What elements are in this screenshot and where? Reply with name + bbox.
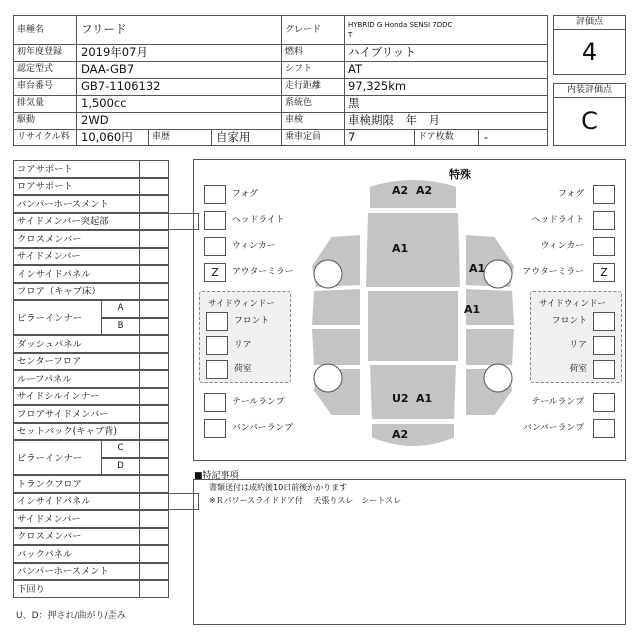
frame-check-box [139, 318, 169, 336]
left-window-front-label: フロント [234, 316, 270, 326]
right-winker-box [593, 237, 615, 256]
displacement-value: 1,500cc [81, 96, 127, 110]
interior-score-label: 内装評価点 [554, 84, 625, 98]
right-slide-door [465, 328, 515, 366]
model-label: 車種名 [17, 25, 45, 35]
chassis-label: 車台番号 [17, 81, 54, 91]
left-fog-label: フォグ [232, 189, 258, 199]
frame-part-label: ルーフパネル [17, 373, 72, 385]
mileage-value: 97,325km [348, 79, 407, 93]
right-window-rear-label: リア [569, 340, 587, 350]
chassis-value: GB7-1106132 [81, 79, 161, 93]
left-headlight-label: ヘッドライト [232, 215, 285, 225]
color-label: 系統色 [285, 98, 313, 108]
right-window-cargo-label: 荷室 [569, 364, 587, 374]
grade-label: グレード [285, 25, 322, 35]
recycle-label: リサイクル料 [17, 132, 70, 142]
frame-row [13, 283, 187, 301]
notes-box [193, 479, 626, 625]
interior-score-value: C [581, 107, 598, 135]
frame-row [13, 195, 187, 213]
frame-row [13, 563, 187, 581]
right-rear-wheel [484, 364, 512, 392]
left-bumper-lamp-label: バンパーランプ [232, 423, 293, 433]
grade-value-2: T [348, 31, 353, 39]
frame-row [13, 440, 187, 475]
frame-check-box [139, 458, 169, 476]
grade-value: HYBRID G Honda SENSI 7DDC [348, 21, 453, 29]
frame-row [13, 178, 187, 196]
frame-part-label: サイドメンバー [17, 251, 81, 263]
frame-part-label: インサイドパネル [17, 496, 91, 508]
score-box [553, 15, 626, 75]
frame-part-label: バンパーホースメント [17, 198, 109, 210]
interior-score-box [553, 83, 626, 146]
frame-row [13, 580, 187, 598]
frame-check-box [139, 353, 169, 371]
left-fog-box [204, 185, 226, 204]
frame-check-box [139, 528, 169, 546]
frame-check-box [139, 423, 169, 441]
frame-check-box [139, 335, 169, 353]
frame-check-box [139, 510, 169, 528]
displacement-label: 排気量 [17, 98, 45, 108]
right-window-front-box [593, 312, 615, 331]
left-side-window-title: サイドウィンドー [208, 299, 275, 309]
car-diagram [291, 176, 535, 460]
frame-part-label: クロスメンバー [17, 531, 82, 543]
frame-check-box [139, 370, 169, 388]
right-window-cargo-box [593, 360, 615, 379]
frame-row [13, 510, 187, 528]
right-headlight-box [593, 211, 615, 230]
frame-part-label: トランクフロア [17, 478, 82, 490]
frame-part-label: 下回り [17, 583, 45, 595]
left-window-cargo-label: 荷室 [234, 364, 252, 374]
frame-row [13, 248, 187, 266]
diagram-title: 特殊 [449, 168, 471, 181]
left-winker-box [204, 237, 226, 256]
right-bumper-lamp-label: バンパーランプ [523, 423, 584, 433]
left-front-door [311, 288, 361, 326]
frame-row [13, 335, 187, 353]
left-headlight-box [204, 211, 226, 230]
score-value: 4 [581, 38, 598, 66]
frame-part-label: ピラーインナー [17, 452, 83, 464]
damage-diagram [193, 159, 626, 461]
first-reg-value: 2019年07月 [81, 45, 148, 59]
mark-right-door: A1 [464, 303, 481, 316]
left-rear-wheel [314, 364, 342, 392]
left-bumper-lamp-box [204, 419, 226, 438]
history-label: 車歴 [152, 132, 171, 142]
left-front-wheel [314, 260, 342, 288]
mark-rear-bumper: A2 [392, 428, 409, 441]
inspection-value: 車検期限 年 月 [348, 113, 440, 127]
right-mirror-box: Z [593, 263, 615, 282]
frame-row [13, 423, 187, 441]
notes-title: ■特記事項 [194, 471, 239, 481]
hood-panel [365, 212, 461, 288]
left-tail-lamp-box [204, 393, 226, 412]
left-side-window-group [199, 291, 291, 383]
mark-rear-left: U2 [392, 392, 409, 405]
frame-row [13, 160, 187, 178]
frame-check-box [139, 213, 169, 231]
frame-part-label: ロアサポート [17, 181, 73, 193]
right-tail-lamp-label: テールランプ [531, 397, 584, 407]
left-winker-label: ウィンカー [232, 241, 276, 251]
model-value: フリード [81, 22, 127, 36]
frame-row [13, 475, 187, 493]
left-window-rear-label: リア [234, 340, 252, 350]
frame-row [13, 528, 187, 546]
frame-check-box [139, 580, 169, 598]
left-slide-door [311, 328, 361, 366]
frame-part-label: クロスメンバー [17, 233, 82, 245]
left-tail-lamp-label: テールランプ [232, 397, 285, 407]
frame-check-box [139, 475, 169, 493]
mileage-label: 走行距離 [285, 81, 322, 91]
history-value: 自家用 [216, 130, 251, 144]
frame-part-label: サイドメンバー突起部 [17, 216, 109, 228]
inspection-label: 車検 [285, 115, 304, 125]
right-mirror-label: アウターミラー [522, 267, 584, 277]
frame-check-box [139, 405, 169, 423]
frame-check-box [139, 178, 169, 196]
right-side-window-title: サイドウィンドー [539, 299, 606, 309]
frame-check-box [139, 160, 169, 178]
score-label: 評価点 [554, 16, 625, 30]
frame-row [13, 213, 187, 231]
mark-rear-right: A1 [416, 392, 433, 405]
left-mirror-label: アウターミラー [232, 267, 294, 277]
fuel-value: ハイブリット [348, 45, 416, 59]
drive-label: 駆動 [17, 115, 36, 125]
frame-check-box [139, 283, 169, 301]
frame-part-label: サイドメンバー [17, 513, 81, 525]
mark-hood: A1 [392, 242, 409, 255]
frame-part-label: インサイドパネル [17, 268, 91, 280]
doors-label: ドア枚数 [418, 132, 454, 142]
frame-part-label: センターフロア [17, 356, 82, 368]
right-fog-box [593, 185, 615, 204]
recycle-value: 10,060円 [81, 130, 133, 144]
right-tail-lamp-box [593, 393, 615, 412]
frame-row [13, 545, 187, 563]
frame-row [13, 405, 187, 423]
right-window-rear-box [593, 336, 615, 355]
frame-part-label: セットバック(キャブ背) [17, 426, 118, 438]
right-side-window-group [530, 291, 622, 383]
frame-check-box [139, 248, 169, 266]
right-winker-label: ウィンカー [540, 241, 584, 251]
frame-part-label: サイドシルインナー [17, 391, 100, 403]
frame-row [13, 300, 187, 335]
shift-label: シフト [285, 64, 313, 74]
frame-part-label: バックパネル [17, 548, 73, 560]
mark-right-fender: A1 [469, 262, 486, 275]
right-headlight-label: ヘッドライト [531, 215, 584, 225]
frame-check-box [139, 563, 169, 581]
frame-part-label: ピラーインナー [17, 312, 83, 324]
frame-check-box [139, 195, 169, 213]
frame-part-label: コアサポート [17, 163, 73, 175]
notes-line-1: 書類送付は成約後10日前後かかります [209, 483, 348, 492]
frame-check-box [139, 230, 169, 248]
frame-check-box [139, 493, 169, 511]
left-window-front-box [206, 312, 228, 331]
drive-value: 2WD [81, 113, 109, 127]
frame-part-label: バンパーホースメント [17, 566, 109, 578]
frame-part-sublabel: A [101, 300, 139, 318]
mark-front-bumper-left: A2 [392, 184, 409, 197]
rear-hatch-panel [369, 364, 457, 420]
capacity-label: 乗車定員 [285, 132, 322, 142]
left-mirror-box: Z [204, 263, 226, 282]
frame-part-label: フロアサイドメンバー [17, 408, 109, 420]
frame-check-box [139, 300, 169, 318]
capacity-value: 7 [348, 130, 356, 144]
frame-part-sublabel: D [101, 458, 139, 476]
shift-value: AT [348, 62, 362, 76]
frame-part-label: フロア（キャブ床） [17, 286, 101, 298]
doors-value: - [484, 130, 489, 144]
frame-row [13, 230, 187, 248]
right-window-front-label: フロント [551, 316, 587, 326]
frame-check-box [139, 388, 169, 406]
frame-row [13, 370, 187, 388]
notes-line-2: ※Ｒパワースライドドア付 天張りスレ シートスレ [209, 496, 402, 505]
frame-part-sublabel: B [101, 318, 139, 336]
left-window-cargo-box [206, 360, 228, 379]
frame-row [13, 265, 187, 283]
frame-row [13, 353, 187, 371]
frame-part-label: ダッシュパネル [17, 338, 82, 350]
right-front-wheel [484, 260, 512, 288]
front-bumper-panel [369, 179, 457, 209]
frame-check-box [139, 265, 169, 283]
right-bumper-lamp-box [593, 419, 615, 438]
frame-check-box [139, 440, 169, 458]
frame-row [13, 388, 187, 406]
frame-legend: U、D：押され/曲がり/歪み [16, 611, 126, 621]
rear-bumper-panel [371, 423, 455, 447]
roof-panel [367, 290, 459, 362]
color-value: 黒 [348, 96, 360, 110]
frame-part-sublabel: C [101, 440, 139, 458]
type-value: DAA-GB7 [81, 62, 135, 76]
left-window-rear-box [206, 336, 228, 355]
type-label: 認定型式 [17, 64, 54, 74]
right-fog-label: フォグ [558, 189, 584, 199]
frame-row [13, 493, 187, 511]
first-reg-label: 初年度登録 [17, 47, 63, 57]
fuel-label: 燃料 [285, 47, 304, 57]
frame-check-box [139, 545, 169, 563]
mark-front-bumper-right: A2 [416, 184, 433, 197]
